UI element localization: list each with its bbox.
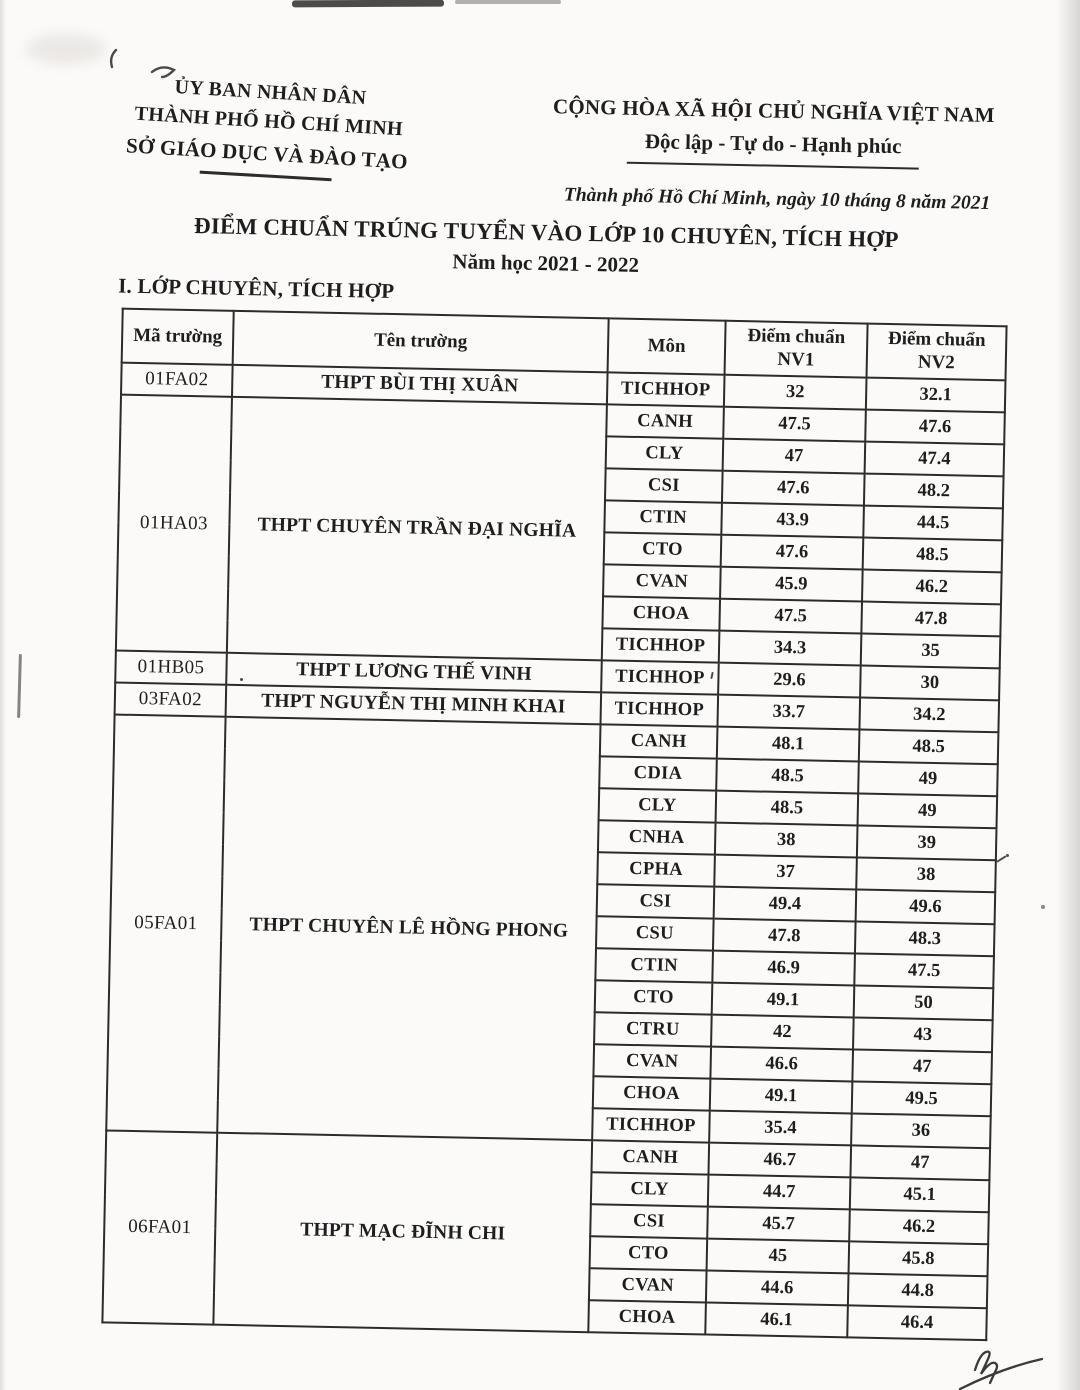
subject-code: TICHHOP [592,1108,710,1142]
score-nv2: 39 [857,825,997,860]
score-nv1: 48.5 [716,759,859,794]
title-block [146,212,947,284]
subject-code: CHOA [588,1300,706,1334]
ink-speck [1041,905,1045,909]
score-nv1: 37 [714,855,857,890]
score-nv1: 42 [711,1015,854,1050]
subject-code: TICHHOP [602,628,720,662]
score-nv2: 47.4 [865,442,1005,477]
ink-speck [1006,854,1009,857]
subject-code: CHOA [593,1076,711,1110]
score-nv2: 49.6 [856,889,996,924]
subject-code: TICHHOP [607,372,725,406]
score-nv1: 43.9 [721,503,864,538]
score-nv1: 35.4 [709,1111,852,1146]
school-code: 01HA03 [116,395,232,653]
authority-line-3: SỞ GIÁO DỤC VÀ ĐÀO TẠO [125,133,409,174]
score-nv2: 44.8 [848,1273,988,1308]
score-nv1: 46.7 [708,1143,851,1178]
score-nv2: 32.1 [866,378,1006,413]
score-nv2: 48.3 [855,921,995,956]
score-nv1: 48.5 [716,791,859,826]
subject-code: CTRU [594,1012,712,1046]
score-nv2: 34.2 [859,698,999,733]
score-nv1: 47.6 [721,535,864,570]
subject-code: CVAN [589,1268,707,1302]
column-header-nv2-line2: NV2 [917,351,956,374]
score-nv1: 49.1 [710,1079,853,1114]
score-nv1: 45 [707,1239,850,1274]
subject-code: CDIA [599,756,717,790]
score-nv2: 49.5 [852,1081,992,1116]
subject-code: TICHHOP [601,660,719,694]
school-name: THPT LƯƠNG THẾ VINH [226,653,602,693]
school-year-subtitle: Năm học 2021 - 2022 [452,249,640,277]
subject-code: CLY [591,1172,709,1206]
subject-code: CNHA [598,820,716,854]
score-nv1: 48.1 [717,727,860,762]
score-nv1: 34.3 [719,631,862,666]
column-header-code: Mã trường [122,309,234,365]
school-name: THPT MẠC ĐĨNH CHI [213,1133,592,1332]
scan-edge-shadow-right [1056,0,1080,1390]
subject-code: CVAN [593,1044,711,1078]
scan-smudge-dark [292,0,444,7]
subject-code: CANH [600,724,718,758]
score-nv2: 47.6 [865,410,1005,445]
subject-code: CTO [595,980,713,1014]
column-header-name: Tên trường [233,311,609,373]
column-header-subject: Môn [608,318,726,374]
subject-code: CTIN [595,948,713,982]
score-nv1: 44.7 [708,1175,851,1210]
subject-code: CLY [599,788,717,822]
score-nv1: 38 [715,823,858,858]
admission-scores-table [101,308,1007,1342]
score-nv1: 32 [724,375,867,410]
score-nv2: 49 [858,793,998,828]
score-nv1: 49.4 [714,887,857,922]
score-nv2: 46.4 [847,1305,987,1340]
school-code: 03FA02 [115,683,227,717]
signature-mark [938,1336,1063,1390]
column-header-nv1 [725,321,868,378]
score-nv2: 36 [851,1113,991,1148]
ink-speck [240,678,243,681]
school-name: THPT CHUYÊN LÊ HỒNG PHONG [217,717,600,1140]
subject-code: CHOA [602,596,720,630]
score-nv2: 30 [860,666,1000,701]
place-date-line: Thành phố Hồ Chí Minh, ngày 10 tháng 8 năm 2021 [563,184,991,215]
subject-code: CSI [605,468,723,502]
score-table-body [102,363,1005,1341]
score-nv1: 29.6 [718,663,861,698]
column-header-nv1-line2: NV1 [777,348,815,371]
subject-code: CVAN [603,564,721,598]
column-header-nv1-line1: Điểm chuẩn [747,325,846,349]
score-nv1: 47.5 [719,599,862,634]
score-nv2: 47 [850,1145,990,1180]
subject-code: CTIN [604,500,722,534]
score-nv1: 46.9 [712,951,855,986]
school-code: 06FA01 [102,1130,217,1324]
subject-code: CTO [604,532,722,566]
pen-curl-mark [100,48,190,92]
score-nv2: 38 [856,857,996,892]
subject-code: CTO [590,1236,708,1270]
score-nv1: 44.6 [706,1271,849,1306]
authority-line-1: ỦY BAN NHÂN DÂN [173,75,368,110]
school-code: 05FA01 [106,715,225,1133]
score-nv1: 47 [723,439,866,474]
score-nv2: 45.1 [850,1177,990,1212]
national-motto-block [533,92,1014,171]
scan-edge-shadow-left [0,0,6,1390]
school-name: THPT BÙI THỊ XUÂN [232,365,608,405]
score-nv2: 44.5 [863,506,1003,541]
score-nv2: 43 [853,1017,993,1052]
scan-smudge-gray [455,0,561,4]
score-nv2: 50 [854,985,994,1020]
score-nv2: 47.5 [854,953,994,988]
score-nv1: 47.5 [723,407,866,442]
subject-code: CLY [606,436,724,470]
column-header-nv2 [867,324,1007,381]
score-nv2: 35 [861,634,1001,669]
motto-line: Độc lập - Tự do - Hạnh phúc [644,129,902,159]
score-nv2: 47.8 [861,602,1001,637]
score-nv1: 46.1 [705,1303,848,1338]
score-nv2: 49 [858,761,998,796]
document-title: ĐIỂM CHUẨN TRÚNG TUYỂN VÀO LỚP 10 CHUYÊN, TÍCH HỢP [193,213,899,253]
motto-underline [627,161,919,169]
score-nv1: 45.9 [720,567,863,602]
section-heading: I. LỚP CHUYÊN, TÍCH HỢP [117,273,395,304]
scan-fog-smudge [26,34,106,64]
score-nv2: 48.5 [863,538,1003,573]
authority-underline [200,171,332,182]
authority-line-2: THÀNH PHỐ HỒ CHÍ MINH [134,102,404,141]
national-header: CỘNG HÒA XÃ HỘI CHỦ NGHĨA VIỆT NAM [552,94,995,128]
score-nv2: 46.2 [849,1209,989,1244]
score-nv1: 33.7 [717,695,860,730]
column-header-nv2-line1: Điểm chuẩn [887,328,986,352]
school-code: 01FA02 [121,363,233,397]
score-nv2: 47 [852,1049,992,1084]
score-nv1: 45.7 [707,1207,850,1242]
school-code: 01HB05 [115,651,227,685]
score-nv2: 46.2 [862,570,1002,605]
school-name: THPT NGUYỄN THỊ MINH KHAI [226,685,602,725]
score-nv1: 49.1 [712,983,855,1018]
subject-code: CSI [597,884,715,918]
score-nv2: 45.8 [849,1241,989,1276]
subject-code: CSI [590,1204,708,1238]
score-nv2: 48.2 [864,474,1004,509]
subject-code: CSU [596,916,714,950]
subject-code: CPHA [597,852,715,886]
score-nv2: 48.5 [859,729,999,764]
score-nv1: 46.6 [710,1047,853,1082]
score-nv1: 47.8 [713,919,856,954]
subject-code: CANH [606,404,724,438]
subject-code: TICHHOP [600,692,718,726]
score-nv1: 47.6 [722,471,865,506]
school-name: THPT CHUYÊN TRẦN ĐẠI NGHĨA [227,397,607,660]
subject-code: CANH [592,1140,710,1174]
